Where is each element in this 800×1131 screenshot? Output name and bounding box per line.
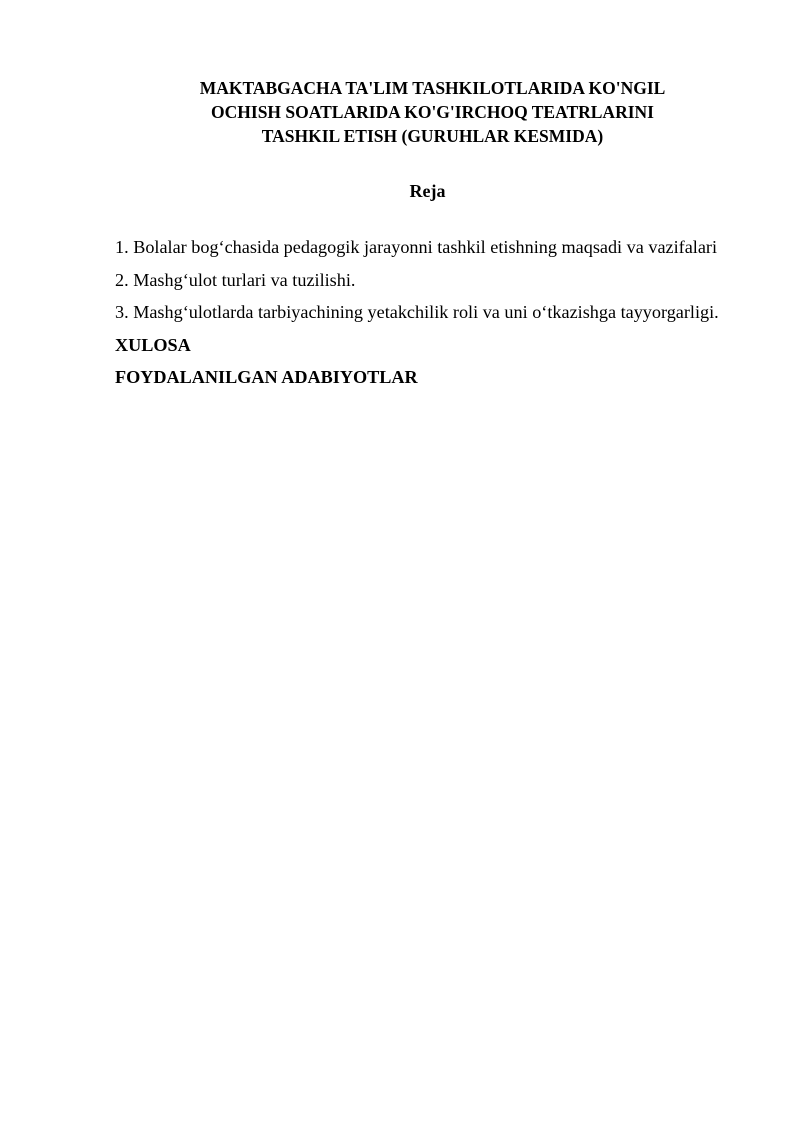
plan-heading: Reja bbox=[409, 181, 446, 201]
plan-item-3: 3. Mashg‘ulotlarda tarbiyachining yetakchilik roli va uni o‘tkazishga tayyorgarligi. bbox=[115, 302, 719, 322]
plan-item-1: 1. Bolalar bog‘chasida pedagogik jarayonni tashkil etishning maqsadi va vazifalari bbox=[115, 237, 718, 257]
plan-list bbox=[115, 235, 795, 398]
plan-item-2: 2. Mashg‘ulot turlari va tuzilishi. bbox=[115, 269, 356, 290]
title-line-3: TASHKIL ETISH (GURUHLAR KESMIDA) bbox=[261, 126, 604, 146]
title-line-1: MAKTABGACHA TA'LIM TASHKILOTLARIDA KO'NGIL bbox=[199, 78, 666, 98]
references-heading: FOYDALANILGAN ADABIYOTLAR bbox=[115, 367, 418, 387]
document-title bbox=[100, 76, 765, 148]
title-line-2: OCHISH SOATLARIDA KO'G'IRCHOQ TEATRLARINI bbox=[211, 102, 654, 122]
conclusion-heading: XULOSA bbox=[115, 334, 191, 355]
